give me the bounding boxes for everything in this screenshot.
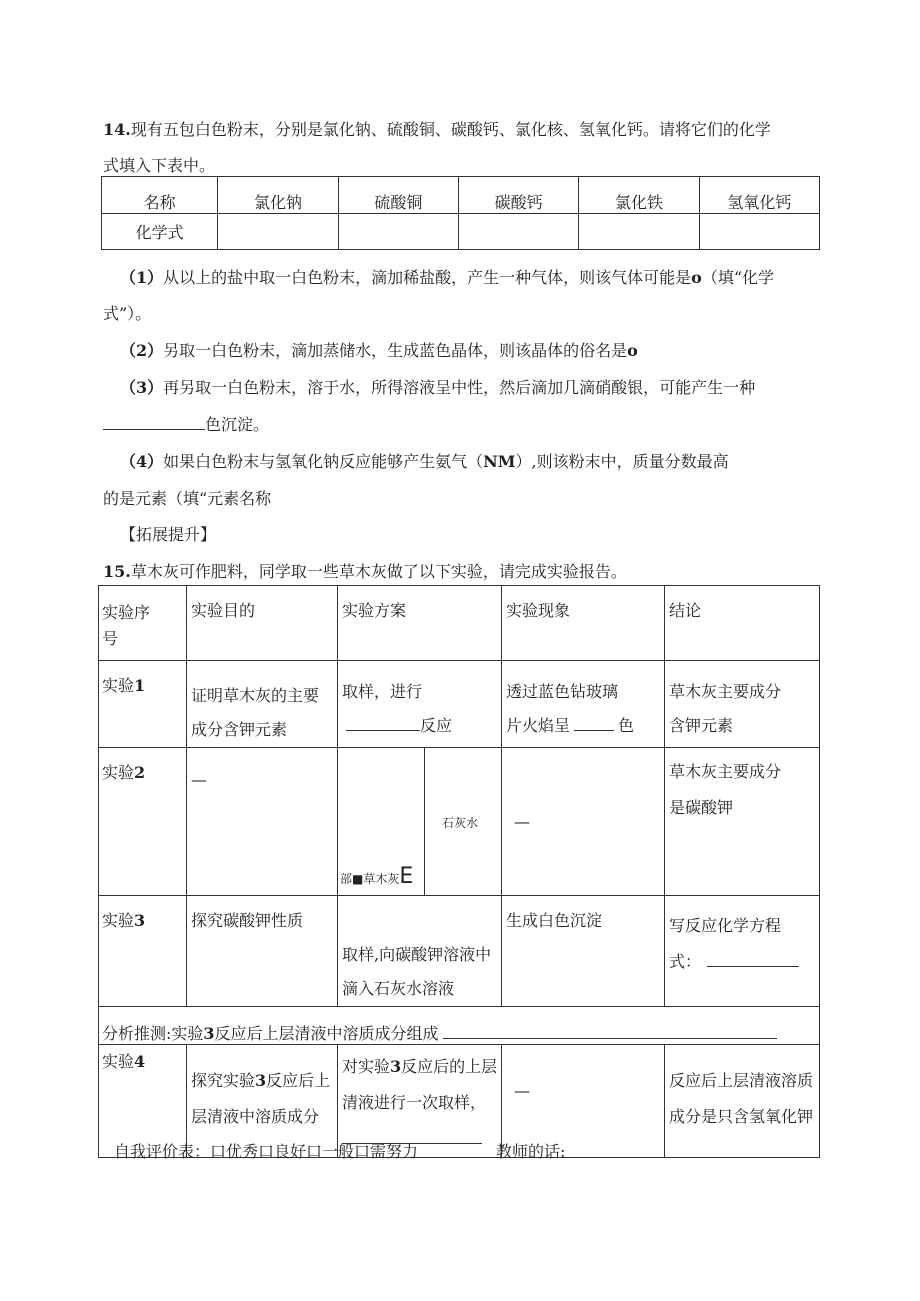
table-col-2: 硫酸铜 — [338, 177, 458, 214]
table-col-5: 氢氧化钙 — [699, 177, 819, 214]
exp4-phenomenon: — — [502, 1045, 665, 1158]
q14-table — [101, 176, 820, 250]
self-eval: 自我评价表：口优秀口良好口一般口需努力 — [114, 1142, 419, 1161]
exp1-purpose: 证明草木灰的主要 成分含钾元素 — [187, 661, 338, 748]
header-plan: 实验方案 — [338, 586, 502, 661]
table-col-3: 碳酸钙 — [459, 177, 579, 214]
header-conclusion: 结论 — [665, 586, 820, 661]
table-col-4: 氯化铁 — [579, 177, 699, 214]
exp3-phenomenon: 生成白色沉淀 — [502, 896, 665, 1007]
formula-cell[interactable] — [338, 214, 458, 250]
exp2-phenomenon: — — [502, 748, 665, 896]
figure-bottom-label: 部■草木灰E — [340, 864, 414, 889]
q15-intro: 15.草木灰可作肥料，同学取一些草木灰做了以下实验，请完成实验报告。 — [103, 562, 627, 581]
formula-cell[interactable] — [579, 214, 699, 250]
teacher-comment: 教师的话: — [496, 1142, 566, 1161]
q14-sub1-line1: （1）从以上的盐中取一白色粉末，滴加稀盐酸，产生一种气体，则该气体可能是o（填“化学 — [120, 268, 775, 287]
figure-limewater-label: 石灰水 — [442, 816, 479, 830]
exp1-conclusion: 草木灰主要成分 含钾元素 — [665, 661, 820, 748]
exp2-plan-figure — [338, 748, 502, 896]
exp1-plan: 取样，进行 反应 — [338, 661, 502, 748]
q14-line1: 14.现有五包白色粉末，分别是氯化钠、硫酸铜、碳酸钙、氯化核、氢氧化钙。请将它们的化学 — [103, 120, 771, 139]
exp1-phenomenon: 透过蓝色钻玻璃 片火焰呈 色 — [502, 661, 665, 748]
exp2-conclusion: 草木灰主要成分 是碳酸钾 — [665, 748, 820, 896]
header-seq: 实验序 号 — [99, 586, 187, 661]
exp4-conclusion: 反应后上层清液溶质 成分是只含氢氧化钾 — [665, 1045, 820, 1158]
answer-blank[interactable] — [443, 1038, 777, 1039]
q14-line2: 式填入下表中。 — [103, 156, 216, 175]
exp4-label: 实验4 — [99, 1045, 187, 1158]
answer-blank[interactable] — [574, 730, 614, 731]
exp2-label: 实验2 — [99, 748, 187, 896]
table-col-1: 氯化钠 — [218, 177, 338, 214]
answer-blank[interactable] — [707, 966, 799, 967]
figure-divider — [424, 748, 425, 895]
analysis-row: 分析推测:实验3反应后上层清液中溶质成分组成 — [99, 1007, 820, 1045]
q14-sub4-line1: （4）如果白色粉末与氢氧化钠反应能够产生氨气（NM）,则该粉末中，质量分数最高 — [120, 452, 729, 471]
section-title: 【拓展提升】 — [120, 525, 217, 544]
exp4-purpose: 探究实验3反应后上 层清液中溶质成分 — [187, 1045, 338, 1158]
header-phenomenon: 实验现象 — [502, 586, 665, 661]
table-header-formula: 化学式 — [102, 214, 218, 250]
formula-cell[interactable] — [218, 214, 338, 250]
answer-blank[interactable] — [103, 429, 205, 430]
formula-cell[interactable] — [459, 214, 579, 250]
exp4-plan: 对实验3反应后的上层 清液进行一次取样， — [338, 1045, 502, 1158]
exp3-plan: 取样,向碳酸钾溶液中 滴入石灰水溶液 — [338, 896, 502, 1007]
exp3-conclusion: 写反应化学方程 式： — [665, 896, 820, 1007]
exp3-label: 实验3 — [99, 896, 187, 1007]
experiment-table — [98, 585, 820, 1158]
exp3-purpose: 探究碳酸钾性质 — [187, 896, 338, 1007]
q14-sub2: （2）另取一白色粉末，滴加蒸储水，生成蓝色晶体，则该晶体的俗名是o — [120, 341, 638, 360]
exp2-purpose: — — [187, 748, 338, 896]
q14-sub3-line2: 色沉淀。 — [103, 412, 269, 435]
answer-blank[interactable] — [346, 730, 420, 731]
q14-sub3-line1: （3）再另取一白色粉末，溶于水，所得溶液呈中性，然后滴加几滴硝酸银，可能产生一种 — [120, 378, 756, 397]
header-purpose: 实验目的 — [187, 586, 338, 661]
table-header-name: 名称 — [102, 177, 218, 214]
formula-cell[interactable] — [699, 214, 819, 250]
exp1-label: 实验1 — [99, 661, 187, 748]
q14-sub1-line2: 式”）。 — [103, 304, 152, 323]
q14-sub4-line2: 的是元素（填“元素名称 — [103, 489, 272, 508]
